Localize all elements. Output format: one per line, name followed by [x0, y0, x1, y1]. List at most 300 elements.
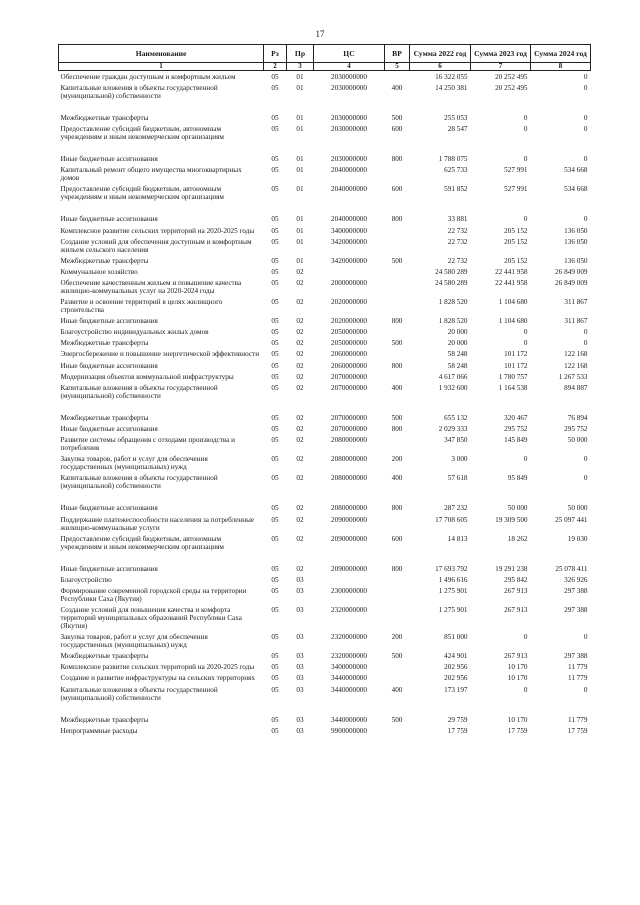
row-cs: 2030000000: [331, 155, 367, 164]
row-sum-2022: 287 232: [444, 504, 468, 513]
table-row: [59, 533, 591, 552]
row-sum-2024: 295 752: [564, 424, 588, 433]
row-vr: 600: [391, 534, 403, 543]
row-rz: 05: [271, 504, 279, 513]
row-rz: 05: [271, 267, 279, 276]
row-sum-2024: 0: [583, 215, 588, 224]
row-pr: 02: [296, 278, 304, 287]
row-cs: [314, 703, 385, 714]
row-name: [59, 492, 264, 503]
row-vr: 500: [391, 652, 403, 661]
row-sum-2023: 267 913: [504, 652, 528, 661]
row-cs: [314, 203, 385, 214]
row-sum-2022: 17 759: [447, 726, 468, 735]
row-sum-2023: 95 849: [507, 474, 528, 483]
table-row: [59, 165, 591, 184]
row-vr: [385, 725, 410, 736]
row-sum-2024: 534 668: [564, 185, 588, 194]
row-name: Предоставление субсидий бюджетным, автономным учреждениям и иным некоммерческим организациям: [60, 185, 224, 202]
row-sum-2023: 205 152: [504, 226, 528, 235]
row-cs: 2030000000: [331, 124, 367, 133]
row-pr: 01: [296, 72, 304, 81]
row-sum-2022: [410, 142, 471, 153]
spacer-row: [59, 101, 591, 112]
row-pr: 01: [296, 237, 304, 246]
row-sum-2022: 17 708 605: [435, 515, 468, 524]
row-name: Иные бюджетные ассигнования: [60, 155, 158, 164]
row-cs: 2080000000: [331, 436, 367, 445]
row-vr: [385, 435, 410, 454]
row-sum-2023: 0: [523, 633, 528, 642]
row-pr: 03: [296, 575, 304, 584]
row-sum-2023: 205 152: [504, 237, 528, 246]
row-cs: [314, 401, 385, 412]
row-vr: 500: [391, 715, 403, 724]
table-row: [59, 327, 591, 338]
row-pr: 01: [296, 215, 304, 224]
row-vr: [385, 605, 410, 632]
row-sum-2022: 14 250 381: [435, 83, 468, 92]
row-sum-2024: 25 078 411: [555, 564, 588, 573]
row-vr: [385, 142, 410, 153]
row-name: Иные бюджетные ассигнования: [60, 317, 158, 326]
row-sum-2023: 145 849: [504, 436, 528, 445]
row-rz: 05: [271, 606, 279, 615]
row-rz: 05: [271, 564, 279, 573]
row-sum-2022: 4 617 066: [438, 372, 468, 381]
table-row: [59, 423, 591, 434]
row-sum-2023: 101 172: [504, 350, 528, 359]
row-sum-2024: [531, 552, 591, 563]
row-sum-2024: 0: [583, 72, 588, 81]
row-pr: 02: [296, 267, 304, 276]
row-cs: 2020000000: [331, 317, 367, 326]
row-sum-2024: 0: [583, 339, 588, 348]
row-sum-2023: 19 309 500: [495, 515, 528, 524]
row-sum-2023: 267 913: [504, 587, 528, 596]
row-rz: 05: [271, 474, 279, 483]
row-sum-2024: 0: [583, 83, 588, 92]
row-sum-2023: 527 991: [504, 185, 528, 194]
table-row: [59, 255, 591, 266]
table-row: [59, 123, 591, 142]
row-name: [59, 101, 264, 112]
row-vr: 400: [391, 383, 403, 392]
row-sum-2024: [531, 101, 591, 112]
row-sum-2024: 136 050: [564, 237, 588, 246]
row-cs: 3420000000: [331, 237, 367, 246]
row-name: Непрограммные расходы: [60, 726, 138, 735]
row-pr: 03: [296, 606, 304, 615]
row-pr: 02: [296, 515, 304, 524]
row-rz: 05: [271, 455, 279, 464]
row-sum-2022: 22 732: [447, 226, 468, 235]
row-cs: 2080000000: [331, 455, 367, 464]
row-rz: 05: [271, 278, 279, 287]
row-pr: 02: [296, 436, 304, 445]
row-rz: 05: [271, 256, 279, 265]
row-sum-2022: 1 932 600: [438, 383, 468, 392]
row-pr: 02: [296, 350, 304, 359]
row-sum-2024: 50 000: [567, 504, 588, 513]
table-row: [59, 662, 591, 673]
row-vr: [385, 401, 410, 412]
row-sum-2023: 17 759: [507, 726, 528, 735]
row-vr: 800: [391, 317, 403, 326]
table-row: [59, 277, 591, 296]
row-cs: 2000000000: [331, 278, 367, 287]
row-rz: 05: [271, 534, 279, 543]
row-sum-2023: 320 467: [504, 413, 528, 422]
row-rz: 05: [271, 113, 279, 122]
row-sum-2022: 655 132: [444, 413, 468, 422]
row-sum-2023: [471, 492, 531, 503]
table-row: [59, 371, 591, 382]
row-vr: 600: [391, 124, 403, 133]
row-pr: 03: [296, 633, 304, 642]
row-sum-2024: 26 849 009: [555, 278, 588, 287]
row-vr: [385, 552, 410, 563]
row-vr: [385, 327, 410, 338]
row-sum-2024: [531, 401, 591, 412]
row-sum-2022: [410, 101, 471, 112]
row-vr: [385, 673, 410, 684]
row-rz: 05: [271, 685, 279, 694]
table-body: [59, 71, 591, 737]
row-vr: [385, 165, 410, 184]
table-row: [59, 338, 591, 349]
row-rz: [264, 142, 287, 153]
row-name: [59, 703, 264, 714]
row-sum-2023: [471, 552, 531, 563]
table-row: [59, 435, 591, 454]
row-name: Комплексное развитие сельских территорий на 2020-2025 годы: [60, 226, 255, 235]
row-vr: [385, 297, 410, 316]
row-sum-2023: 0: [523, 215, 528, 224]
col-header-2023: Сумма 2023 год: [471, 45, 531, 63]
row-rz: 05: [271, 83, 279, 92]
spacer-row: [59, 203, 591, 214]
table-row: [59, 563, 591, 574]
table-row: [59, 154, 591, 165]
row-vr: 800: [391, 564, 403, 573]
row-sum-2022: 22 732: [447, 256, 468, 265]
row-sum-2023: 1 104 680: [498, 298, 528, 307]
row-cs: 2080000000: [331, 504, 367, 513]
row-vr: [385, 349, 410, 360]
row-cs: 2030000000: [331, 113, 367, 122]
row-sum-2023: 295 842: [504, 575, 528, 584]
row-name: Комплексное развитие сельских территорий на 2020-2025 годы: [60, 663, 255, 672]
row-sum-2022: 58 248: [447, 361, 468, 370]
row-cs: 9900000000: [331, 726, 367, 735]
row-rz: 05: [271, 424, 279, 433]
row-vr: [385, 277, 410, 296]
row-sum-2024: 0: [583, 633, 588, 642]
row-sum-2024: [531, 203, 591, 214]
row-cs: [314, 101, 385, 112]
row-name: Капитальные вложения в объекты государственной (муниципальной) собственности: [60, 83, 218, 100]
row-cs: 3440000000: [331, 674, 367, 683]
table-row: [59, 714, 591, 725]
row-sum-2024: 0: [583, 455, 588, 464]
row-rz: [264, 203, 287, 214]
row-pr: 02: [296, 424, 304, 433]
row-sum-2024: 326 926: [564, 575, 588, 584]
row-pr: 02: [296, 564, 304, 573]
row-vr: 800: [391, 424, 403, 433]
row-sum-2022: 1 275 901: [438, 606, 468, 615]
table-row: [59, 585, 591, 604]
row-name: Иные бюджетные ассигнования: [60, 361, 158, 370]
table-row: [59, 349, 591, 360]
row-name: Благоустройство индивидуальных жилых домов: [60, 328, 209, 337]
row-sum-2022: 255 053: [444, 113, 468, 122]
row-sum-2023: 0: [523, 685, 528, 694]
row-name: Поддержание платежеспособности населения за потребленные жилищно-коммунальные услуги: [60, 515, 255, 532]
row-rz: 05: [271, 155, 279, 164]
row-cs: 3400000000: [331, 226, 367, 235]
row-sum-2024: 297 388: [564, 587, 588, 596]
row-rz: 05: [271, 587, 279, 596]
row-pr: 01: [296, 83, 304, 92]
row-sum-2023: 10 170: [507, 715, 528, 724]
row-cs: 2300000000: [331, 587, 367, 596]
col-number: 2: [264, 63, 287, 71]
row-cs: 2090000000: [331, 564, 367, 573]
row-sum-2023: 20 252 495: [495, 83, 528, 92]
table-row: [59, 454, 591, 473]
row-rz: 05: [271, 663, 279, 672]
row-pr: [287, 101, 314, 112]
row-pr: 02: [296, 455, 304, 464]
row-vr: [385, 101, 410, 112]
row-cs: 2030000000: [331, 72, 367, 81]
row-vr: [385, 703, 410, 714]
row-pr: [287, 401, 314, 412]
row-pr: 03: [296, 587, 304, 596]
row-sum-2022: 347 850: [444, 436, 468, 445]
table-row: [59, 71, 591, 83]
row-sum-2024: 136 050: [564, 256, 588, 265]
col-number: 4: [314, 63, 385, 71]
row-name: [59, 142, 264, 153]
row-pr: [287, 203, 314, 214]
col-number: 6: [410, 63, 471, 71]
row-sum-2022: 1 828 520: [438, 317, 468, 326]
row-vr: [385, 492, 410, 503]
row-name: Иные бюджетные ассигнования: [60, 504, 158, 513]
row-sum-2024: 11 779: [568, 663, 588, 672]
row-sum-2024: 534 668: [564, 166, 588, 175]
row-rz: 05: [271, 226, 279, 235]
row-cs: [314, 552, 385, 563]
row-sum-2023: 22 441 958: [495, 278, 528, 287]
row-vr: 400: [391, 474, 403, 483]
row-sum-2024: 0: [583, 474, 588, 483]
col-number: 5: [385, 63, 410, 71]
spacer-row: [59, 703, 591, 714]
row-sum-2022: 202 956: [444, 663, 468, 672]
row-cs: 3440000000: [331, 715, 367, 724]
row-rz: 05: [271, 726, 279, 735]
row-vr: [385, 574, 410, 585]
row-rz: 05: [271, 372, 279, 381]
row-name: Межбюджетные трансферты: [60, 256, 149, 265]
table-row: [59, 632, 591, 651]
table-row: [59, 382, 591, 401]
row-pr: 02: [296, 504, 304, 513]
row-sum-2022: 16 322 055: [435, 72, 468, 81]
row-sum-2022: [410, 401, 471, 412]
row-rz: 05: [271, 215, 279, 224]
row-sum-2024: 0: [583, 328, 588, 337]
row-rz: 05: [271, 715, 279, 724]
row-pr: 01: [296, 256, 304, 265]
spacer-row: [59, 142, 591, 153]
row-sum-2022: 17 693 792: [435, 564, 468, 573]
row-sum-2024: 311 867: [564, 298, 588, 307]
row-sum-2023: [471, 203, 531, 214]
row-rz: 05: [271, 237, 279, 246]
col-header-rz: Рз: [264, 45, 287, 63]
row-vr: [385, 371, 410, 382]
row-sum-2024: 25 097 441: [555, 515, 588, 524]
row-sum-2023: 0: [523, 124, 528, 133]
table-row: [59, 266, 591, 277]
row-sum-2023: [471, 401, 531, 412]
row-pr: 01: [296, 113, 304, 122]
row-vr: 800: [391, 215, 403, 224]
row-sum-2022: 1 496 616: [438, 575, 468, 584]
row-sum-2022: 33 881: [447, 215, 468, 224]
row-vr: 800: [391, 155, 403, 164]
row-rz: 05: [271, 633, 279, 642]
row-pr: 03: [296, 674, 304, 683]
row-rz: 05: [271, 436, 279, 445]
row-sum-2022: 1 828 520: [438, 298, 468, 307]
row-sum-2024: 122 168: [564, 361, 588, 370]
row-vr: 200: [391, 633, 403, 642]
table-row: [59, 412, 591, 423]
row-sum-2023: 0: [523, 328, 528, 337]
row-sum-2023: 0: [523, 113, 528, 122]
row-pr: [287, 492, 314, 503]
table-row: [59, 112, 591, 123]
row-rz: 05: [271, 515, 279, 524]
row-vr: [385, 585, 410, 604]
table-row: [59, 473, 591, 492]
row-name: Межбюджетные трансферты: [60, 715, 149, 724]
row-rz: 05: [271, 298, 279, 307]
page-number: 17: [315, 29, 325, 39]
header-row: [59, 45, 591, 63]
row-vr: [385, 662, 410, 673]
row-cs: 2090000000: [331, 534, 367, 543]
row-rz: [264, 703, 287, 714]
row-vr: [385, 514, 410, 533]
row-sum-2022: 14 813: [447, 534, 468, 543]
row-sum-2024: 0: [583, 124, 588, 133]
row-rz: 05: [271, 361, 279, 370]
row-name: Создание и развитие инфраструктуры на сельских территориях: [60, 674, 255, 683]
row-cs: 2070000000: [331, 413, 367, 422]
row-pr: 02: [296, 361, 304, 370]
row-name: Капитальные вложения в объекты государственной (муниципальной) собственности: [60, 685, 218, 702]
row-sum-2024: 50 000: [567, 436, 588, 445]
row-sum-2023: 20 252 495: [495, 72, 528, 81]
row-name: Иные бюджетные ассигнования: [60, 424, 158, 433]
row-pr: [287, 703, 314, 714]
row-vr: 500: [391, 413, 403, 422]
row-sum-2023: 527 991: [504, 166, 528, 175]
row-name: Предоставление субсидий бюджетным, автономным учреждениям и иным некоммерческим организациям: [60, 124, 224, 141]
row-vr: 500: [391, 113, 403, 122]
row-cs: 2040000000: [331, 166, 367, 175]
row-sum-2023: 50 000: [507, 504, 528, 513]
row-sum-2022: [410, 492, 471, 503]
row-pr: 03: [296, 663, 304, 672]
row-vr: 200: [391, 455, 403, 464]
table-row: [59, 214, 591, 225]
col-header-name: Наименование: [59, 45, 264, 63]
row-cs: [314, 574, 385, 585]
row-sum-2023: [471, 101, 531, 112]
row-vr: 500: [391, 256, 403, 265]
row-name: Модернизация объектов коммунальной инфраструктуры: [60, 372, 234, 381]
row-cs: [314, 266, 385, 277]
row-name: Энергосбережение и повышение энергетической эффективности: [60, 350, 260, 359]
row-pr: 01: [296, 185, 304, 194]
row-sum-2023: 22 441 958: [495, 267, 528, 276]
row-sum-2024: 19 030: [567, 534, 588, 543]
row-rz: 05: [271, 124, 279, 133]
row-name: Обеспечение качественным жильем и повышение качества жилищно-коммунальных услуг на 2020-2024 годы: [60, 278, 242, 295]
row-sum-2023: 1 780 757: [498, 372, 528, 381]
row-sum-2022: 29 759: [447, 715, 468, 724]
row-pr: 01: [296, 155, 304, 164]
row-vr: [385, 71, 410, 83]
row-name: Благоустройство: [60, 575, 112, 584]
row-cs: 2320000000: [331, 652, 367, 661]
row-sum-2022: 58 248: [447, 350, 468, 359]
row-sum-2023: 19 291 238: [495, 564, 528, 573]
row-pr: 02: [296, 317, 304, 326]
row-name: Межбюджетные трансферты: [60, 652, 149, 661]
row-name: Закупка товаров, работ и услуг для обеспечения государственных (муниципальных) нужд: [60, 633, 208, 650]
row-sum-2022: 1 788 075: [438, 155, 468, 164]
row-name: Предоставление субсидий бюджетным, автономным учреждениям и иным некоммерческим организациям: [60, 534, 224, 551]
row-sum-2023: 1 164 538: [498, 383, 528, 392]
row-sum-2023: 0: [523, 339, 528, 348]
row-rz: 05: [271, 575, 279, 584]
row-sum-2024: [531, 492, 591, 503]
row-cs: 2050000000: [331, 328, 367, 337]
budget-table: [58, 44, 591, 736]
row-sum-2023: 101 172: [504, 361, 528, 370]
row-name: Иные бюджетные ассигнования: [60, 564, 158, 573]
row-pr: 03: [296, 685, 304, 694]
col-number: 7: [471, 63, 531, 71]
row-pr: 02: [296, 474, 304, 483]
row-cs: 3440000000: [331, 685, 367, 694]
col-number: 1: [59, 63, 264, 71]
row-sum-2022: 22 732: [447, 237, 468, 246]
row-sum-2023: [471, 703, 531, 714]
row-name: Межбюджетные трансферты: [60, 413, 149, 422]
row-rz: 05: [271, 317, 279, 326]
row-sum-2024: 311 867: [564, 317, 588, 326]
